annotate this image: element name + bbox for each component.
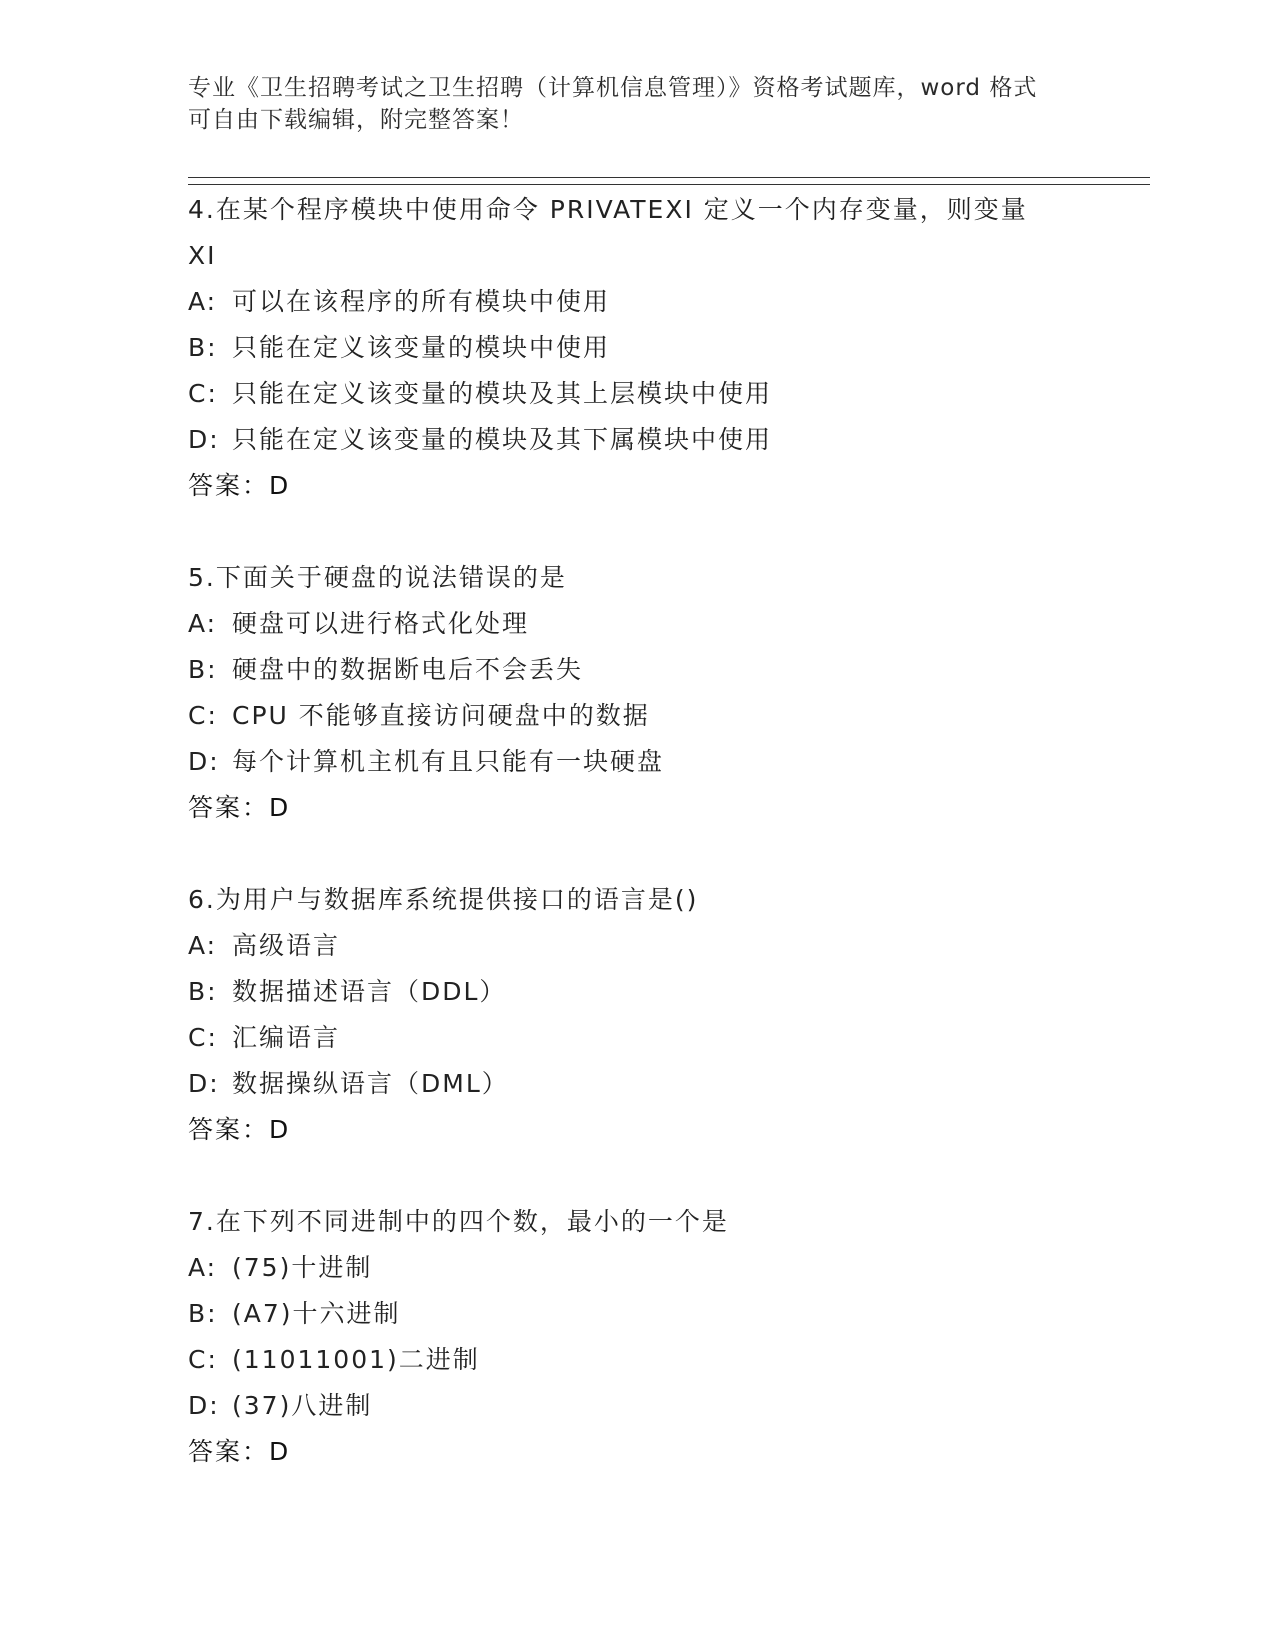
option-d xyxy=(188,739,1088,785)
question-stem-continuation: XI xyxy=(188,241,217,270)
option-letter: C: xyxy=(188,1345,218,1374)
header-divider xyxy=(188,177,1150,185)
question-stem: 7.在下列不同进制中的四个数，最小的一个是 xyxy=(188,1207,729,1236)
option-text: 可以在该程序的所有模块中使用 xyxy=(232,287,611,316)
option-text: 数据描述语言（DDL） xyxy=(232,977,507,1006)
option-text: 数据操纵语言（DML） xyxy=(232,1069,509,1098)
option-d xyxy=(188,1061,1088,1107)
option-b xyxy=(188,1291,1088,1337)
option-letter: D: xyxy=(188,425,220,454)
option-letter: D: xyxy=(188,747,220,776)
option-text: (37)八进制 xyxy=(232,1391,373,1420)
option-letter: B: xyxy=(188,1299,218,1328)
option-letter: A: xyxy=(188,1253,218,1282)
option-text: 只能在定义该变量的模块及其下属模块中使用 xyxy=(232,425,773,454)
question-4 xyxy=(188,187,1088,555)
option-letter: B: xyxy=(188,977,218,1006)
option-text: 只能在定义该变量的模块中使用 xyxy=(232,333,611,362)
question-stem: 4.在某个程序模块中使用命令 PRIVATEXI 定义一个内存变量，则变量 xyxy=(188,195,1028,224)
answer-line: 答案：D xyxy=(188,1437,291,1466)
option-text: (A7)十六进制 xyxy=(232,1299,401,1328)
option-letter: A: xyxy=(188,931,218,960)
question-spacer xyxy=(188,509,1088,555)
option-text: 只能在定义该变量的模块及其上层模块中使用 xyxy=(232,379,773,408)
question-stem: 5.下面关于硬盘的说法错误的是 xyxy=(188,563,567,592)
option-letter: C: xyxy=(188,701,218,730)
option-text: CPU 不能够直接访问硬盘中的数据 xyxy=(232,701,650,730)
option-a xyxy=(188,601,1088,647)
option-c xyxy=(188,1015,1088,1061)
option-letter: A: xyxy=(188,287,218,316)
option-text: 每个计算机主机有且只能有一块硬盘 xyxy=(232,747,665,776)
option-text: 硬盘中的数据断电后不会丢失 xyxy=(232,655,584,684)
question-spacer xyxy=(188,1153,1088,1199)
option-letter: C: xyxy=(188,379,218,408)
option-d xyxy=(188,1383,1088,1429)
option-letter: D: xyxy=(188,1391,220,1420)
option-letter: D: xyxy=(188,1069,220,1098)
header-line-1: 专业《卫生招聘考试之卫生招聘（计算机信息管理）》资格考试题库，word 格式 xyxy=(188,75,1038,101)
option-text: (75)十进制 xyxy=(232,1253,373,1282)
question-7 xyxy=(188,1199,1088,1475)
option-c xyxy=(188,693,1088,739)
question-stem: 6.为用户与数据库系统提供接口的语言是() xyxy=(188,885,699,914)
option-letter: A: xyxy=(188,609,218,638)
option-a xyxy=(188,923,1088,969)
option-a xyxy=(188,1245,1088,1291)
option-letter: B: xyxy=(188,333,218,362)
option-a xyxy=(188,279,1088,325)
question-6 xyxy=(188,877,1088,1199)
option-d xyxy=(188,417,1088,463)
question-spacer xyxy=(188,831,1088,877)
option-b xyxy=(188,325,1088,371)
option-letter: B: xyxy=(188,655,218,684)
answer-line: 答案：D xyxy=(188,793,291,822)
option-c xyxy=(188,1337,1088,1383)
question-5 xyxy=(188,555,1088,877)
option-b xyxy=(188,969,1088,1015)
option-letter: C: xyxy=(188,1023,218,1052)
answer-line: 答案：D xyxy=(188,1115,291,1144)
option-c xyxy=(188,371,1088,417)
question-list xyxy=(188,187,1088,1475)
option-text: 高级语言 xyxy=(232,931,341,960)
option-text: (11011001)二进制 xyxy=(232,1345,480,1374)
option-b xyxy=(188,647,1088,693)
header-line-2: 可自由下载编辑，附完整答案！ xyxy=(188,107,524,133)
option-text: 汇编语言 xyxy=(232,1023,341,1052)
document-header xyxy=(188,72,1088,136)
option-text: 硬盘可以进行格式化处理 xyxy=(232,609,530,638)
answer-line: 答案：D xyxy=(188,471,291,500)
